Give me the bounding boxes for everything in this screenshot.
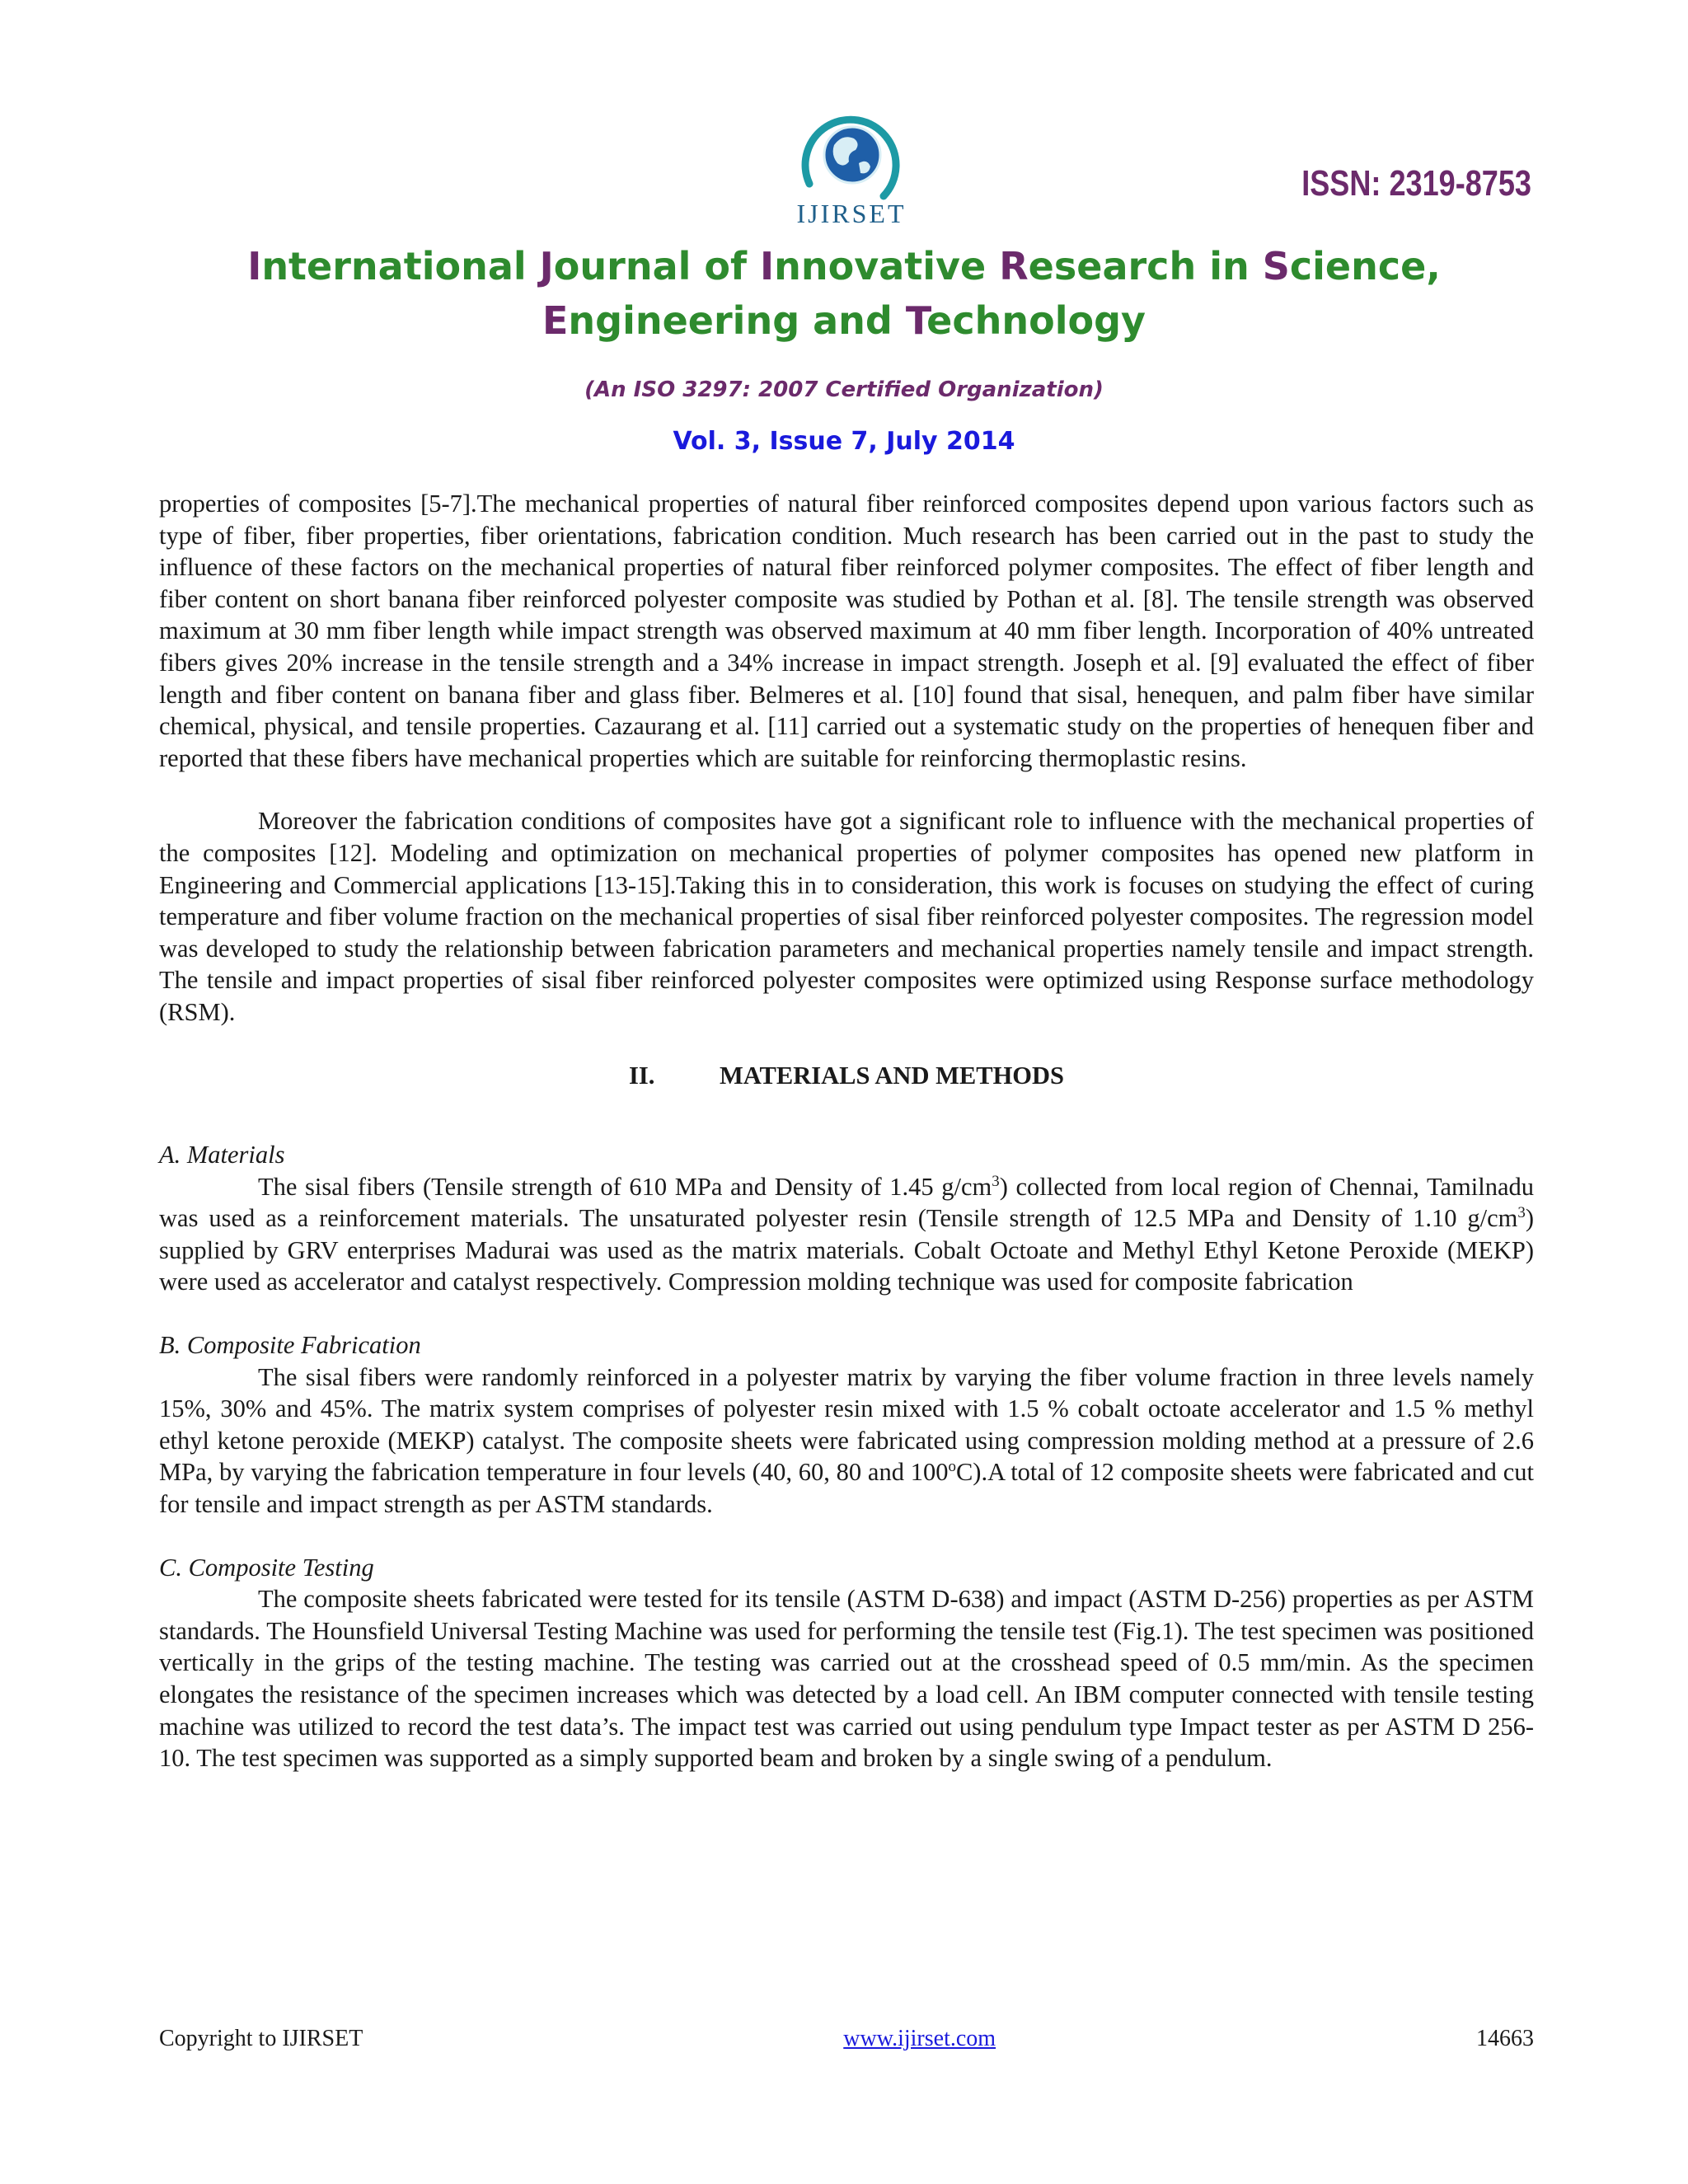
section-heading: [159, 1060, 1534, 1092]
subheading-fabrication: B. Composite Fabrication: [159, 1331, 421, 1360]
subheading-testing: C. Composite Testing: [159, 1553, 374, 1582]
page-number: 14663: [1475, 2026, 1534, 2051]
journal-title-line-1: [0, 239, 1688, 293]
title-initial: T: [905, 298, 927, 343]
text-run: ) supplied by GRV enterprises Madurai was used as the matrix materials. Cobalt Octoate and Methyl Ethyl Ketone Peroxide (MEKP) were used as accelerator and catalyst respectively. Compression molding technique was used for composite fabrication: [159, 1204, 1534, 1296]
text-run: C).A total of 12 composite sheets were fabricated and cut for tensile and impact strength as per ASTM standards.: [159, 1458, 1534, 1519]
journal-title: [0, 239, 1688, 348]
title-word: cience,: [1289, 244, 1441, 288]
website-link[interactable]: www.ijirset.com: [843, 2026, 996, 2051]
volume-issue: Vol. 3, Issue 7, July 2014: [673, 427, 1015, 456]
title-word: ournal of: [553, 244, 761, 288]
title-initial: I: [760, 244, 775, 288]
paragraph-materials: [159, 1171, 1534, 1298]
page-footer: [159, 2026, 1534, 2052]
section-number: II.: [628, 1061, 655, 1090]
title-word: echnology: [926, 298, 1146, 343]
text-run: The sisal fibers (Tensile strength of 610 MPa and Density of 1.45 g/cm: [258, 1172, 992, 1201]
title-word: ngineering and: [568, 298, 906, 343]
title-initial: R: [999, 244, 1029, 288]
title-word: esearch in: [1028, 244, 1263, 288]
paragraph-testing: The composite sheets fabricated were tested for its tensile (ASTM D-638) and impact (ASTM D-256) properties as per ASTM standards. The Hounsfield Universal Testing Machine was used for performing the tensile test (Fig.1). The test specimen was positioned vertically in the grips of the testing machine. The testing was carried out at the crosshead speed of 0.5 mm/min. As the specimen elongates the resistance of the specimen increases which was detected by a load cell. An IBM computer connected with tensile testing machine was utilized to record the test data’s. The impact test was carried out using pendulum type Impact tester as per ASTM D 256-10. The test specimen was supported as a simply supported beam and broken by a single swing of a pendulum.: [159, 1585, 1534, 1773]
article-body: [159, 488, 1534, 1774]
certification: (An ISO 3297: 2007 Certified Organization): [584, 377, 1104, 402]
title-initial: J: [539, 244, 554, 288]
journal-logo: [776, 105, 926, 227]
superscript: 3: [992, 1172, 1000, 1190]
paragraph-fabrication: [159, 1361, 1534, 1521]
superscript: 3: [1517, 1204, 1526, 1222]
title-initial: E: [542, 298, 569, 343]
paragraph-fabrication-conditions: Moreover the fabrication conditions of composites have got a significant role to influence with the mechanical properties of the composites [12]. Modeling and optimization on mechanical properties of polymer composites has opened new platform in Engineering and Commercial applications [13-15].Taking this in to consideration, this work is focuses on studying the effect of curing temperature and fiber volume fraction on the mechanical properties of sisal fiber reinforced polyester composites. The regression model was developed to study the relationship between fabrication parameters and mechanical properties namely tensile and impact strength. The tensile and impact properties of sisal fiber reinforced polyester composites were optimized using Response surface methodology (RSM).: [159, 807, 1534, 1026]
text-run: The sisal fibers were randomly reinforced in a polyester matrix by varying the fiber volume fraction in three levels namely 15%, 30% and 45%. The matrix system comprises of polyester resin mixed with 1.5 % cobalt octoate accelerator and 1.5 % methyl ethyl ketone peroxide (MEKP) catalyst. The composite sheets were fabricated using compression molding method at a pressure of 2.6 MPa, by varying the fabrication temperature in four levels (40, 60, 80 and 100: [159, 1362, 1534, 1487]
section-title: MATERIALS AND METHODS: [719, 1061, 1065, 1090]
logo-text: IJIRSET: [796, 199, 907, 227]
title-initial: S: [1262, 244, 1290, 288]
title-initial: I: [247, 244, 262, 288]
issn: ISSN: 2319-8753: [1301, 163, 1531, 204]
superscript: o: [948, 1458, 956, 1476]
subheading-materials: A. Materials: [159, 1141, 285, 1169]
title-word: nnovative: [774, 244, 1000, 288]
title-word: nternational: [261, 244, 540, 288]
journal-title-line-2: [0, 293, 1688, 348]
paragraph-intro: properties of composites [5-7].The mechanical properties of natural fiber reinforced composites depend upon various factors such as type of fiber, fiber properties, fiber orientations, fabrication condition. Much research has been carried out in the past to study the influence of these factors on the mechanical properties of natural fiber reinforced polymer composites. The effect of fiber length and fiber content on short banana fiber reinforced polyester composite was studied by Pothan et al. [8]. The tensile strength was observed maximum at 30 mm fiber length while impact strength was observed maximum at 40 mm fiber length. Incorporation of 40% untreated fibers gives 20% increase in the tensile strength and a 34% increase in impact strength. Joseph et al. [9] evaluated the effect of fiber length and fiber content on banana fiber and glass fiber. Belmeres et al. [10] found that sisal, henequen, and palm fiber have similar chemical, physical, and tensile properties. Cazaurang et al. [11] carried out a systematic study on the properties of henequen fiber and reported that these fibers have mechanical properties which are suitable for reinforcing thermoplastic resins.: [159, 490, 1534, 772]
text-run: ) collected from local region of Chennai, Tamilnadu was used as a reinforcement materials. The unsaturated polyester resin (Tensile strength of 12.5 MPa and Density of 1.10 g/cm: [159, 1172, 1535, 1233]
copyright: Copyright to IJIRSET: [159, 2026, 363, 2051]
globe-logo-icon: [776, 105, 926, 227]
